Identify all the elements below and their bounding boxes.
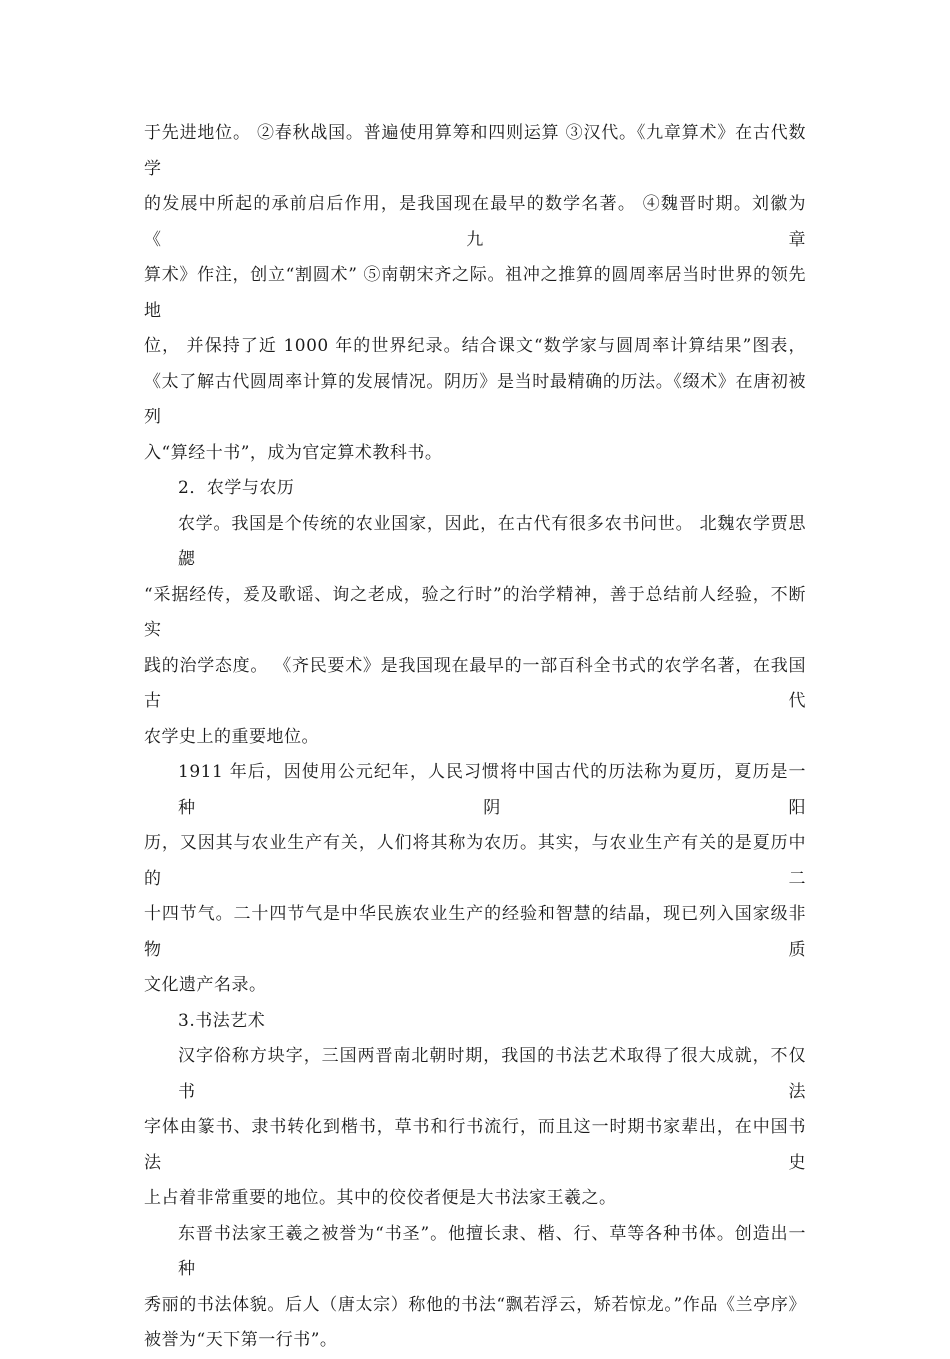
text-line: 于先进地位。 ②春秋战国。普遍使用算筹和四则运算 ③汉代。《九章算术》在古代数学	[144, 123, 806, 179]
text-line: 被誉为“天下第一行书”。	[144, 1330, 338, 1350]
text-line: 文化遗产名录。	[144, 975, 267, 995]
text-line: 入“算经十书”，成为官定算术教科书。	[144, 442, 443, 463]
paragraph-wang-xizhi	[144, 1217, 806, 1359]
text-line: 历，又因其与农业生产有关，人们将其称为农历。其实，与农业生产有关的是夏历中的二	[144, 833, 806, 889]
document-page	[144, 116, 806, 1359]
text-line: 算术》作注，创立“割圆术” ⑤南朝宋齐之际。祖冲之推算的圆周率居当时世界的领先地	[144, 265, 806, 321]
text-line: 字体由篆书、隶书转化到楷书，草书和行书流行，而且这一时期书家辈出，在中国书法史	[144, 1117, 806, 1173]
text-line: 位， 并保持了近 1000 年的世界纪录。结合课文“数学家与圆周率计算结果”图表，	[144, 336, 806, 356]
text-line: 农学。我国是个传统的农业国家，因此，在古代有很多农书问世。 北魏农学贾思勰	[178, 513, 806, 569]
section-heading: 2．农学与农历	[178, 478, 295, 498]
section-heading: 3.书法艺术	[178, 1010, 266, 1031]
text-line: 汉字俗称方块字，三国两晋南北朝时期，我国的书法艺术取得了很大成就，不仅书法	[178, 1046, 806, 1102]
text-line: 1911 年后，因使用公元纪年，人民习惯将中国古代的历法称为夏历，夏历是一种阴阳	[178, 762, 806, 818]
text-line: 农学史上的重要地位。	[144, 726, 319, 747]
paragraph-calligraphy	[144, 1039, 806, 1217]
text-line: 东晋书法家王羲之被誉为“书圣”。他擅长隶、楷、行、草等各种书体。创造出一种	[178, 1223, 806, 1279]
paragraph-calendar	[144, 755, 806, 1004]
text-line: 秀丽的书法体貌。后人（唐太宗）称他的书法“飘若浮云，矫若惊龙。”作品《兰亭序》	[144, 1294, 806, 1315]
text-line: 的发展中所起的承前启后作用，是我国现在最早的数学名著。 ④魏晋时期。刘徽为《九章	[144, 194, 806, 250]
paragraph-agriculture	[144, 507, 806, 756]
section-heading-agriculture	[144, 471, 806, 507]
text-line: 践的治学态度。 《齐民要术》是我国现在最早的一部百科全书式的农学名著，在我国古代	[144, 655, 806, 711]
text-line: 十四节气。二十四节气是中华民族农业生产的经验和智慧的结晶，现已列入国家级非物质	[144, 904, 806, 960]
text-line: 上占着非常重要的地位。其中的佼佼者便是大书法家王羲之。	[144, 1188, 617, 1208]
text-line: “采据经传，爰及歌谣、询之老成，验之行时”的治学精神，善于总结前人经验，不断实	[144, 584, 806, 640]
paragraph-math-continued	[144, 116, 806, 471]
section-heading-calligraphy	[144, 1004, 806, 1040]
text-line: 《太了解古代圆周率计算的发展情况。阴历》是当时最精确的历法。《缀术》在唐初被列	[144, 371, 806, 427]
